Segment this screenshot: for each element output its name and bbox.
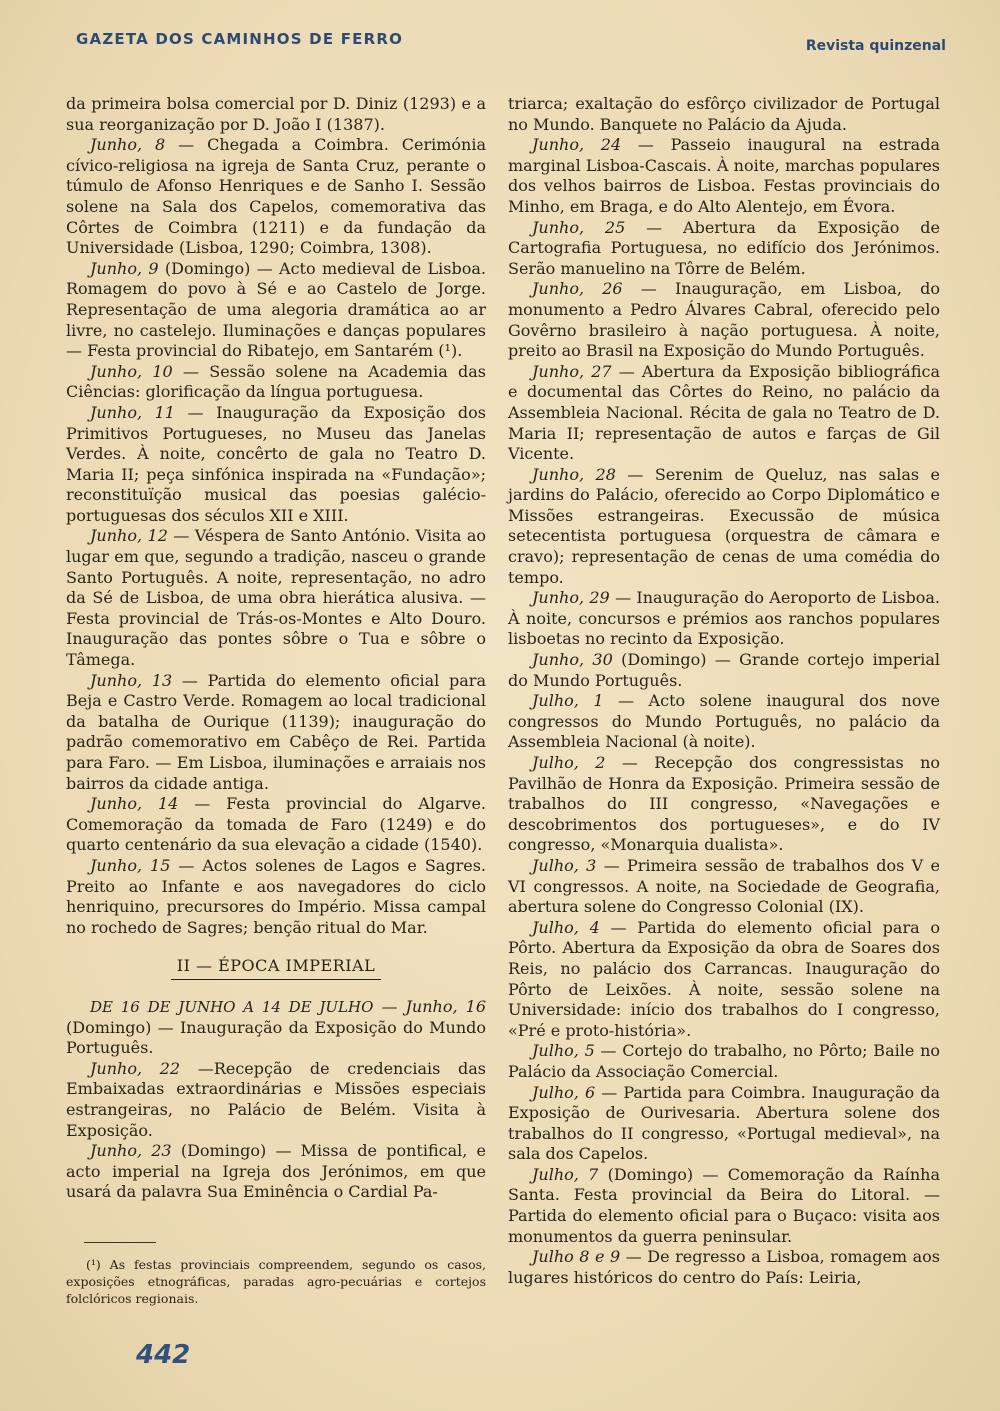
entry-text: (Domingo) — Inauguração da Exposição do Mundo Português. <box>66 1017 486 1058</box>
entry-date: Junho, 10 <box>90 361 173 381</box>
entry-date: Junho, 11 <box>90 402 175 422</box>
entry-text: — Partida do elemento oficial para o Pôrto. Abertura da Exposição da obra de Soares dos Reis, no palácio dos Carrancas. Inauguração do Pôrto de Leixões. À noite, sessão solene na Universidade: início dos trabalhos do I congresso, «Pré e proto-história». <box>508 917 940 1040</box>
entry-date: Julho, 4 <box>532 917 600 937</box>
entry-text: — Inauguração, em Lisboa, do monumento a Pedro Álvares Cabral, oferecido pelo Govêrno brasileiro à nação portuguesa. À noite, preito ao Brasil na Exposição do Mundo Português. <box>508 279 940 361</box>
entry-paragraph <box>508 856 940 918</box>
entry-text: — Cortejo do trabalho, no Pôrto; Baile no Palácio da Associação Comercial. <box>508 1041 941 1081</box>
entry-paragraph <box>508 218 940 280</box>
entry-date: Julho, 6 <box>532 1082 596 1102</box>
entry-paragraph <box>508 135 940 217</box>
right-entries <box>508 94 940 1288</box>
entry-text: — Inauguração do Aeroporto de Lisboa. À noite, concursos e prémios aos ranchos populares lisboetas no recinto da Exposição. <box>508 588 941 649</box>
entry-paragraph <box>66 94 486 135</box>
entry-text: triarca; exaltação do esfôrço civilizador de Portugal no Mundo. Banquete no Palácio da Ajuda. <box>508 94 940 134</box>
entry-text: (Domingo) — Missa de pontifical, e acto imperial na Igreja dos Jerónimos, em que usará da palavra Sua Eminência o Cardial Pa- <box>66 1141 487 1202</box>
entry-date: Junho, 8 <box>90 135 166 155</box>
entry-paragraph <box>508 362 940 465</box>
entry-paragraph <box>66 1141 486 1203</box>
entry-text: (Domingo) — Acto medieval de Lisboa. Romagem do povo à Sé e ao Castelo de Jorge. Representação de uma alegoria dramática ao ar livre, no castelejo. Iluminações e danças populares — Festa provincial do Ribatejo, em Santarém (¹). <box>66 258 486 361</box>
entry-date: Julho, 1 <box>532 691 604 711</box>
entry-paragraph <box>66 997 486 1059</box>
entry-text: — Inauguração da Exposição dos Primitivos Portugueses, no Museu das Janelas Verdes. À noite, concêrto de gala no Teatro D. Maria II; peça sinfónica inspirada na «Fundação»; reconstituïção musical das poesias galécio-portuguesas dos séculos XII e XIII. <box>66 402 486 525</box>
entry-paragraph <box>508 691 940 753</box>
entry-paragraph <box>66 526 486 670</box>
section-title <box>66 956 486 977</box>
right-column <box>508 94 940 1288</box>
entry-text: — Chegada a Coimbra. Cerimónia cívico-religiosa na igreja de Santa Cruz, perante o túmulo de Afonso Henriques e de Sanho I. Sessão solene na Sala dos Capelos, comemorativa das Côrtes de Coimbra (1211) e da fundação da Universidade (Lisboa, 1290; Coimbra, 1308). <box>66 135 487 258</box>
left-column <box>66 94 486 1203</box>
left-entries <box>66 94 486 938</box>
era-heading: DE 16 DE JUNHO A 14 DE JULHO <box>90 997 374 1016</box>
entry-text: — Partida do elemento oficial para Beja e Castro Verde. Romagem ao local tradicional da batalha de Ourique (1139); inauguração do padrão comemorativo em Cabêço de Rei. Partida para Faro. — Em Lisboa, iluminações e arraiais nos bairros da cidade antiga. <box>66 670 486 793</box>
journal-title: GAZETA DOS CAMINHOS DE FERRO <box>76 30 404 48</box>
entry-date: Junho, 26 <box>532 279 623 299</box>
entry-paragraph <box>66 671 486 795</box>
entry-paragraph <box>508 1041 940 1082</box>
entry-paragraph <box>66 403 486 527</box>
entry-paragraph <box>66 135 486 259</box>
entry-paragraph <box>508 1083 940 1165</box>
entry-text: (Domingo) — Comemoração da Raínha Santa. Festa provincial da Beira do Litoral. — Partida do elemento oficial para o Buçaco: visita aos monumentos da guerra peninsular. <box>508 1164 941 1246</box>
entry-date: Junho, 23 <box>90 1141 172 1161</box>
entry-date: — Junho, 16 <box>373 996 486 1016</box>
entry-text: — Primeira sessão de trabalhos dos V e VI congressos. A noite, na Sociedade de Geografia, abertura solene do Congresso Colonial (IX). <box>508 855 941 917</box>
entry-date: Junho, 12 <box>90 526 168 546</box>
entry-date: Julho, 5 <box>532 1041 595 1061</box>
entry-text: — Recepção dos congressistas no Pavilhão de Honra da Exposição. Primeira sessão de trabalhos do III congresso, «Navegações e descobrimentos dos portugueses», e do IV congresso, «Monarquia dualista». <box>508 753 941 855</box>
entry-text: —Recepção de credenciais das Embaixadas extraordinárias e Missões especiais estrangeiras, no Palácio de Belém. Visita à Exposição. <box>66 1058 487 1140</box>
page-number: 442 <box>136 1340 191 1370</box>
journal-subtitle: Revista quinzenal <box>805 38 946 54</box>
entry-text: — Sessão solene na Academia das Ciências: glorificação da língua portuguesa. <box>66 361 486 402</box>
entry-paragraph <box>66 856 486 938</box>
section-title-text: II — ÉPOCA IMPERIAL <box>171 956 381 980</box>
entry-paragraph <box>508 279 940 361</box>
entry-text: — Acto solene inaugural dos nove congressos do Mundo Português, no palácio da Assembleia Nacional (à noite). <box>508 691 940 752</box>
entry-text: — Abertura da Exposição de Cartografia Portuguesa, no edifício dos Jerónimos. Serão manuelino na Tôrre de Belém. <box>508 217 940 278</box>
entry-date: Junho, 28 <box>532 464 616 484</box>
entry-paragraph <box>508 1165 940 1247</box>
entry-paragraph <box>508 588 940 650</box>
entry-text: — Festa provincial do Algarve. Comemoração da tomada de Faro (1249) e do quarto centenário da sua elevação a cidade (1540). <box>66 794 486 855</box>
entry-text: — Actos solenes de Lagos e Sagres. Preito ao Infante e aos navegadores do ciclo henriquino, precursores do Império. Missa campal no rochedo de Sagres; benção ritual do Mar. <box>66 855 487 937</box>
entry-paragraph <box>66 259 486 362</box>
footnote: (¹) As festas provinciais compreendem, segundo os casos, exposições etnográficas, paradas agro-pecuárias e cortejos folclóricos regionais. <box>66 1257 486 1306</box>
footnote-rule <box>84 1242 156 1243</box>
entry-text: — Abertura da Exposição bibliográfica e documental das Côrtes do Reino, no palácio da Assembleia Nacional. Récita de gala no Teatro de D. Maria II; representação de autos e farças de Gil Vicente. <box>508 361 941 464</box>
entry-date: Julho, 2 <box>532 753 606 772</box>
entry-text: — Passeio inaugural na estrada marginal Lisboa-Cascais. À noite, marchas populares dos velhos bairros de Lisboa. Festas provinciais do Minho, em Braga, e do Alto Alentejo, em Évora. <box>508 135 940 216</box>
entry-paragraph <box>508 465 940 589</box>
entry-date: Junho, 29 <box>532 588 610 608</box>
entry-date: Julho 8 e 9 <box>532 1247 621 1267</box>
entry-date: Junho, 14 <box>90 794 179 814</box>
entry-paragraph <box>508 918 940 1042</box>
entry-date: Junho, 25 <box>532 217 626 237</box>
entry-text: — Partida para Coimbra. Inauguração da Exposição de Ourivesaria. Abertura solene dos trabalhos do II congresso, «Portugal medieval», na sala dos Capelos. <box>508 1082 941 1164</box>
entry-date: Junho, 30 <box>532 650 613 670</box>
entry-text: da primeira bolsa comercial por D. Diniz (1293) e a sua reorganização por D. João I (1387). <box>66 94 486 134</box>
entry-date: Junho, 22 <box>90 1058 181 1078</box>
entry-paragraph <box>508 753 940 856</box>
entry-text: — Véspera de Santo António. Visita ao lugar em que, segundo a tradição, nasceu o grande Santo Português. A noite, representação, no adro da Sé de Lisboa, de uma obra hierática alusiva. — Festa provincial de Trás-os-Montes e Alto Douro. Inauguração das pontes sôbre o Tua e sôbre o Tâmega. <box>66 526 486 670</box>
entry-text: (Domingo) — Grande cortejo imperial do Mundo Português. <box>508 650 940 690</box>
entry-date: Junho, 27 <box>532 361 612 381</box>
entry-date: Junho, 15 <box>90 855 171 875</box>
entry-paragraph <box>508 94 940 135</box>
entry-date: Junho, 24 <box>532 135 622 155</box>
entry-date: Julho, 3 <box>532 855 597 875</box>
left-entries-after <box>66 997 486 1203</box>
entry-paragraph <box>508 650 940 691</box>
entry-paragraph <box>66 1059 486 1141</box>
entry-text: — Serenim de Queluz, nas salas e jardins do Palácio, oferecido ao Corpo Diplomático e Missões estrangeiras. Execussão de música setecentista portuguesa (orquestra de câmara e cravo); representação de cenas de uma comédia do tempo. <box>508 464 941 587</box>
entry-paragraph <box>508 1247 940 1288</box>
entry-text: — De regresso a Lisboa, romagem aos lugares históricos do centro do País: Leiria, <box>508 1247 940 1287</box>
entry-date: Julho, 7 <box>532 1164 599 1184</box>
entry-paragraph <box>66 362 486 403</box>
entry-date: Junho, 9 <box>90 258 159 278</box>
entry-date: Junho, 13 <box>90 670 173 690</box>
entry-paragraph <box>66 794 486 856</box>
